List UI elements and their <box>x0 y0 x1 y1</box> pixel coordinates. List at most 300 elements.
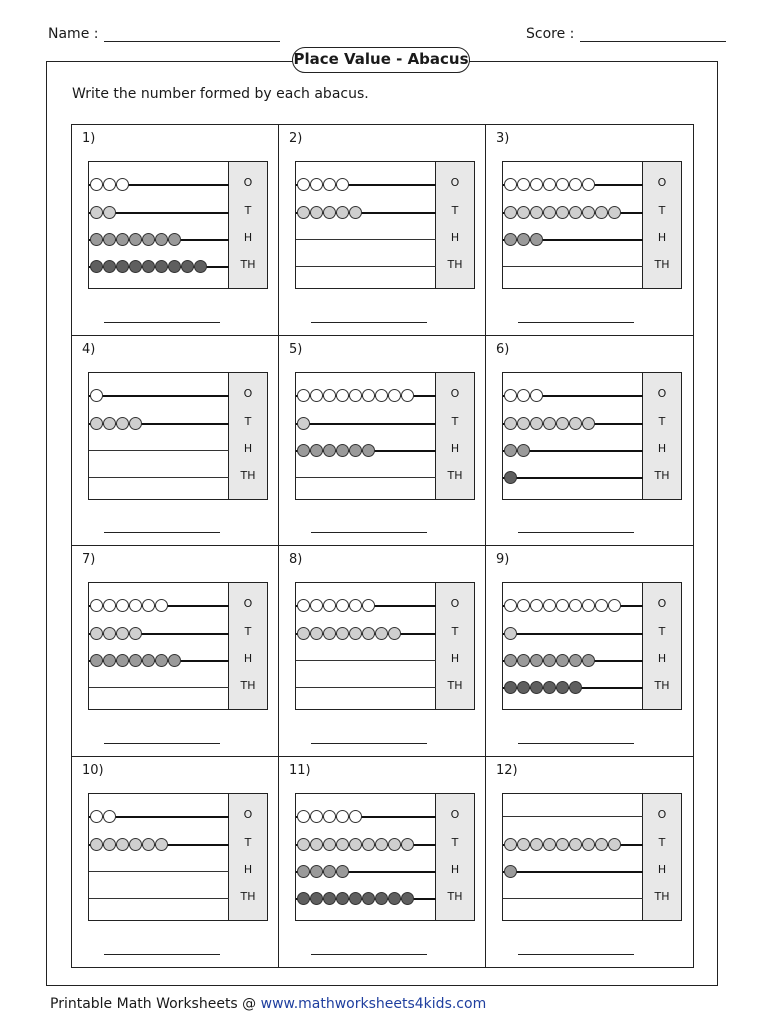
bead-o <box>90 599 103 612</box>
place-label-o: O <box>243 386 253 400</box>
answer-line[interactable] <box>518 743 634 744</box>
bead-o <box>530 389 543 402</box>
bead-t <box>323 206 336 219</box>
instruction-text: Write the number formed by each abacus. <box>72 86 369 102</box>
bead-o <box>323 178 336 191</box>
bead-t <box>116 838 129 851</box>
place-label-h: H <box>450 862 460 876</box>
bead-h <box>517 233 530 246</box>
answer-line[interactable] <box>311 743 427 744</box>
bead-o <box>582 599 595 612</box>
bead-o <box>556 599 569 612</box>
abacus-rod-h <box>89 871 229 872</box>
bead-th <box>194 260 207 273</box>
abacus <box>502 582 682 710</box>
bead-th <box>556 681 569 694</box>
place-label-h: H <box>657 441 667 455</box>
bead-o <box>517 389 530 402</box>
abacus <box>502 372 682 500</box>
bead-t <box>349 206 362 219</box>
bead-t <box>388 838 401 851</box>
place-label-column <box>642 162 681 288</box>
footer-text: Printable Math Worksheets @ <box>50 996 261 1012</box>
bead-t <box>582 206 595 219</box>
bead-o <box>90 389 103 402</box>
bead-t <box>569 417 582 430</box>
problem-cell <box>486 757 693 968</box>
bead-o <box>543 599 556 612</box>
bead-t <box>129 627 142 640</box>
place-label-column <box>435 794 474 920</box>
bead-o <box>336 389 349 402</box>
place-label-h: H <box>243 231 253 244</box>
bead-o <box>103 810 116 823</box>
place-label-h: H <box>657 862 667 876</box>
abacus-rod-th <box>296 266 436 267</box>
bead-t <box>375 627 388 640</box>
bead-o <box>323 599 336 612</box>
problem-number: 9) <box>496 552 510 567</box>
bead-t <box>116 627 129 640</box>
problem-number: 7) <box>82 552 96 567</box>
place-label-t: T <box>451 204 459 217</box>
bead-t <box>517 417 530 430</box>
bead-t <box>517 838 530 851</box>
abacus-rod-o <box>503 816 643 817</box>
bead-t <box>543 206 556 219</box>
bead-h <box>556 654 569 667</box>
bead-t <box>388 627 401 640</box>
place-label-th: TH <box>654 468 670 482</box>
answer-line[interactable] <box>104 954 220 955</box>
place-label-t: T <box>244 625 252 638</box>
place-label-o: O <box>657 176 667 189</box>
bead-t <box>336 206 349 219</box>
answer-line[interactable] <box>518 532 634 533</box>
bead-th <box>504 471 517 484</box>
problem-number: 3) <box>496 131 510 146</box>
place-label-t: T <box>658 204 666 217</box>
problem-cell <box>279 125 486 336</box>
abacus <box>502 793 682 921</box>
bead-o <box>310 810 323 823</box>
bead-h <box>517 654 530 667</box>
place-label-t: T <box>244 835 252 849</box>
bead-t <box>90 206 103 219</box>
bead-t <box>142 838 155 851</box>
place-label-o: O <box>243 597 253 610</box>
place-label-th: TH <box>654 258 670 271</box>
bead-o <box>530 599 543 612</box>
bead-t <box>595 206 608 219</box>
problem-cell <box>72 336 279 547</box>
bead-o <box>310 389 323 402</box>
bead-h <box>504 865 517 878</box>
place-label-o: O <box>450 176 460 189</box>
bead-t <box>297 417 310 430</box>
bead-t <box>362 627 375 640</box>
score-field[interactable] <box>526 26 726 42</box>
bead-o <box>103 178 116 191</box>
place-label-h: H <box>243 862 253 876</box>
bead-t <box>504 627 517 640</box>
problem-cell <box>72 546 279 757</box>
bead-th <box>155 260 168 273</box>
bead-h <box>530 233 543 246</box>
score-label: Score : <box>526 26 575 42</box>
bead-t <box>90 627 103 640</box>
bead-h <box>504 654 517 667</box>
bead-t <box>90 838 103 851</box>
bead-h <box>323 444 336 457</box>
bead-o <box>90 178 103 191</box>
bead-o <box>362 389 375 402</box>
abacus-rod-th <box>296 687 436 688</box>
problem-cell <box>279 757 486 968</box>
answer-line[interactable] <box>104 743 220 744</box>
bead-t <box>103 838 116 851</box>
bead-o <box>375 389 388 402</box>
place-label-h: H <box>243 441 253 455</box>
bead-o <box>336 810 349 823</box>
bead-h <box>504 444 517 457</box>
bead-o <box>530 178 543 191</box>
problem-number: 4) <box>82 341 96 357</box>
bead-o <box>517 599 530 612</box>
bead-h <box>569 654 582 667</box>
answer-line[interactable] <box>311 322 427 323</box>
answer-line[interactable] <box>104 322 220 323</box>
bead-t <box>310 206 323 219</box>
bead-h <box>530 654 543 667</box>
bead-t <box>116 417 129 430</box>
bead-o <box>349 599 362 612</box>
bead-h <box>116 233 129 246</box>
bead-h <box>129 233 142 246</box>
bead-o <box>504 389 517 402</box>
bead-o <box>517 178 530 191</box>
bead-t <box>349 627 362 640</box>
abacus <box>295 793 475 921</box>
bead-o <box>90 810 103 823</box>
bead-th <box>323 892 336 905</box>
place-label-h: H <box>450 231 460 244</box>
bead-o <box>595 599 608 612</box>
place-label-h: H <box>657 652 667 665</box>
bead-t <box>504 206 517 219</box>
bead-t <box>543 417 556 430</box>
bead-h <box>168 654 181 667</box>
bead-h <box>142 233 155 246</box>
bead-t <box>530 206 543 219</box>
bead-o <box>155 599 168 612</box>
worksheet-title: Place Value - Abacus <box>292 47 470 73</box>
place-label-th: TH <box>447 258 463 271</box>
bead-t <box>582 838 595 851</box>
bead-h <box>168 233 181 246</box>
bead-h <box>90 233 103 246</box>
bead-th <box>90 260 103 273</box>
place-label-th: TH <box>654 679 670 692</box>
abacus-rod-th <box>503 477 643 479</box>
bead-h <box>582 654 595 667</box>
answer-line[interactable] <box>104 532 220 533</box>
bead-t <box>595 838 608 851</box>
bead-h <box>142 654 155 667</box>
abacus <box>88 161 268 289</box>
bead-o <box>504 599 517 612</box>
bead-o <box>116 178 129 191</box>
bead-o <box>336 599 349 612</box>
bead-th <box>349 892 362 905</box>
answer-line[interactable] <box>518 322 634 323</box>
bead-o <box>310 599 323 612</box>
place-label-column <box>435 162 474 288</box>
abacus-rod-h <box>89 450 229 451</box>
problem-cell <box>72 125 279 336</box>
bead-t <box>375 838 388 851</box>
bead-t <box>556 417 569 430</box>
place-label-th: TH <box>240 258 256 271</box>
bead-o <box>362 599 375 612</box>
bead-h <box>504 233 517 246</box>
place-label-column <box>642 794 681 920</box>
bead-t <box>608 838 621 851</box>
problem-number: 11) <box>289 762 311 778</box>
place-label-t: T <box>658 625 666 638</box>
bead-t <box>103 206 116 219</box>
abacus-rod-th <box>503 266 643 267</box>
bead-t <box>569 838 582 851</box>
problem-number: 12) <box>496 762 518 778</box>
place-label-t: T <box>451 414 459 428</box>
place-label-th: TH <box>240 889 256 903</box>
abacus <box>295 372 475 500</box>
name-field[interactable] <box>48 26 280 42</box>
bead-t <box>323 627 336 640</box>
abacus-rod-h <box>296 660 436 661</box>
problem-grid <box>71 124 694 968</box>
bead-o <box>504 178 517 191</box>
place-label-column <box>435 583 474 709</box>
bead-th <box>543 681 556 694</box>
abacus <box>502 161 682 289</box>
place-label-t: T <box>244 204 252 217</box>
bead-th <box>375 892 388 905</box>
bead-h <box>362 444 375 457</box>
place-label-o: O <box>243 176 253 189</box>
place-label-th: TH <box>447 889 463 903</box>
bead-h <box>336 444 349 457</box>
bead-t <box>608 206 621 219</box>
place-label-t: T <box>451 625 459 638</box>
bead-th <box>142 260 155 273</box>
bead-o <box>142 599 155 612</box>
abacus <box>88 372 268 500</box>
problem-number: 2) <box>289 131 303 146</box>
bead-o <box>556 178 569 191</box>
problem-cell <box>486 546 693 757</box>
bead-o <box>323 389 336 402</box>
bead-t <box>582 417 595 430</box>
bead-t <box>90 417 103 430</box>
place-label-o: O <box>243 807 253 821</box>
bead-o <box>401 389 414 402</box>
abacus-rod-th <box>89 898 229 899</box>
abacus-rod-th <box>503 898 643 899</box>
bead-t <box>569 206 582 219</box>
bead-t <box>504 417 517 430</box>
place-label-o: O <box>450 807 460 821</box>
problem-number: 5) <box>289 341 303 357</box>
bead-th <box>388 892 401 905</box>
bead-th <box>116 260 129 273</box>
problem-number: 10) <box>82 762 104 778</box>
abacus-rod-h <box>296 239 436 240</box>
bead-t <box>401 838 414 851</box>
place-label-th: TH <box>654 889 670 903</box>
answer-line[interactable] <box>311 532 427 533</box>
score-input-line[interactable] <box>580 27 726 42</box>
place-label-t: T <box>451 835 459 849</box>
bead-t <box>349 838 362 851</box>
place-label-t: T <box>244 414 252 428</box>
place-label-column <box>228 373 267 499</box>
place-label-o: O <box>657 807 667 821</box>
bead-t <box>297 206 310 219</box>
place-label-column <box>228 162 267 288</box>
bead-th <box>103 260 116 273</box>
abacus <box>295 161 475 289</box>
problem-cell <box>486 125 693 336</box>
bead-h <box>90 654 103 667</box>
bead-o <box>116 599 129 612</box>
bead-th <box>530 681 543 694</box>
footer-url[interactable]: www.mathworksheets4kids.com <box>260 996 487 1012</box>
bead-th <box>181 260 194 273</box>
bead-h <box>323 865 336 878</box>
abacus-rod-th <box>89 687 229 688</box>
bead-th <box>297 892 310 905</box>
abacus <box>88 793 268 921</box>
bead-t <box>530 417 543 430</box>
bead-h <box>155 654 168 667</box>
answer-line[interactable] <box>311 954 427 955</box>
bead-o <box>543 178 556 191</box>
place-label-column <box>642 373 681 499</box>
problem-number: 6) <box>496 341 510 357</box>
bead-o <box>297 810 310 823</box>
name-label: Name : <box>48 26 99 42</box>
bead-o <box>388 389 401 402</box>
abacus-rod-th <box>296 477 436 478</box>
place-label-o: O <box>657 597 667 610</box>
bead-t <box>310 838 323 851</box>
bead-h <box>543 654 556 667</box>
place-label-column <box>228 583 267 709</box>
problem-cell <box>486 336 693 547</box>
place-label-th: TH <box>240 468 256 482</box>
answer-line[interactable] <box>518 954 634 955</box>
bead-o <box>323 810 336 823</box>
place-label-h: H <box>657 231 667 244</box>
bead-o <box>349 810 362 823</box>
bead-th <box>310 892 323 905</box>
abacus-rod-o <box>89 395 229 397</box>
abacus <box>88 582 268 710</box>
bead-o <box>310 178 323 191</box>
bead-t <box>336 838 349 851</box>
bead-o <box>569 599 582 612</box>
place-label-th: TH <box>447 468 463 482</box>
bead-o <box>349 389 362 402</box>
bead-t <box>129 417 142 430</box>
abacus-rod-t <box>503 633 643 635</box>
bead-h <box>336 865 349 878</box>
bead-h <box>297 444 310 457</box>
bead-t <box>543 838 556 851</box>
bead-o <box>608 599 621 612</box>
bead-h <box>129 654 142 667</box>
abacus-rod-th <box>89 477 229 478</box>
bead-h <box>349 444 362 457</box>
bead-t <box>517 206 530 219</box>
place-label-th: TH <box>240 679 256 692</box>
bead-th <box>168 260 181 273</box>
bead-th <box>504 681 517 694</box>
problem-cell <box>72 757 279 968</box>
bead-t <box>336 627 349 640</box>
bead-h <box>297 865 310 878</box>
place-label-t: T <box>658 414 666 428</box>
place-label-th: TH <box>447 679 463 692</box>
bead-o <box>297 389 310 402</box>
bead-h <box>116 654 129 667</box>
place-label-o: O <box>657 386 667 400</box>
bead-t <box>155 838 168 851</box>
bead-t <box>103 627 116 640</box>
bead-o <box>297 599 310 612</box>
bead-th <box>362 892 375 905</box>
bead-t <box>556 838 569 851</box>
bead-t <box>530 838 543 851</box>
bead-t <box>297 627 310 640</box>
place-label-h: H <box>450 652 460 665</box>
bead-t <box>103 417 116 430</box>
place-label-o: O <box>450 386 460 400</box>
bead-th <box>569 681 582 694</box>
bead-o <box>103 599 116 612</box>
place-label-o: O <box>450 597 460 610</box>
place-label-column <box>228 794 267 920</box>
abacus-rod-t <box>296 423 436 425</box>
bead-h <box>155 233 168 246</box>
bead-o <box>582 178 595 191</box>
footer <box>50 996 486 1012</box>
bead-t <box>362 838 375 851</box>
bead-th <box>401 892 414 905</box>
place-label-h: H <box>450 441 460 455</box>
problem-cell <box>279 546 486 757</box>
bead-t <box>310 627 323 640</box>
bead-h <box>103 654 116 667</box>
bead-t <box>556 206 569 219</box>
name-input-line[interactable] <box>104 27 280 42</box>
bead-o <box>336 178 349 191</box>
bead-t <box>323 838 336 851</box>
bead-th <box>336 892 349 905</box>
bead-t <box>129 838 142 851</box>
